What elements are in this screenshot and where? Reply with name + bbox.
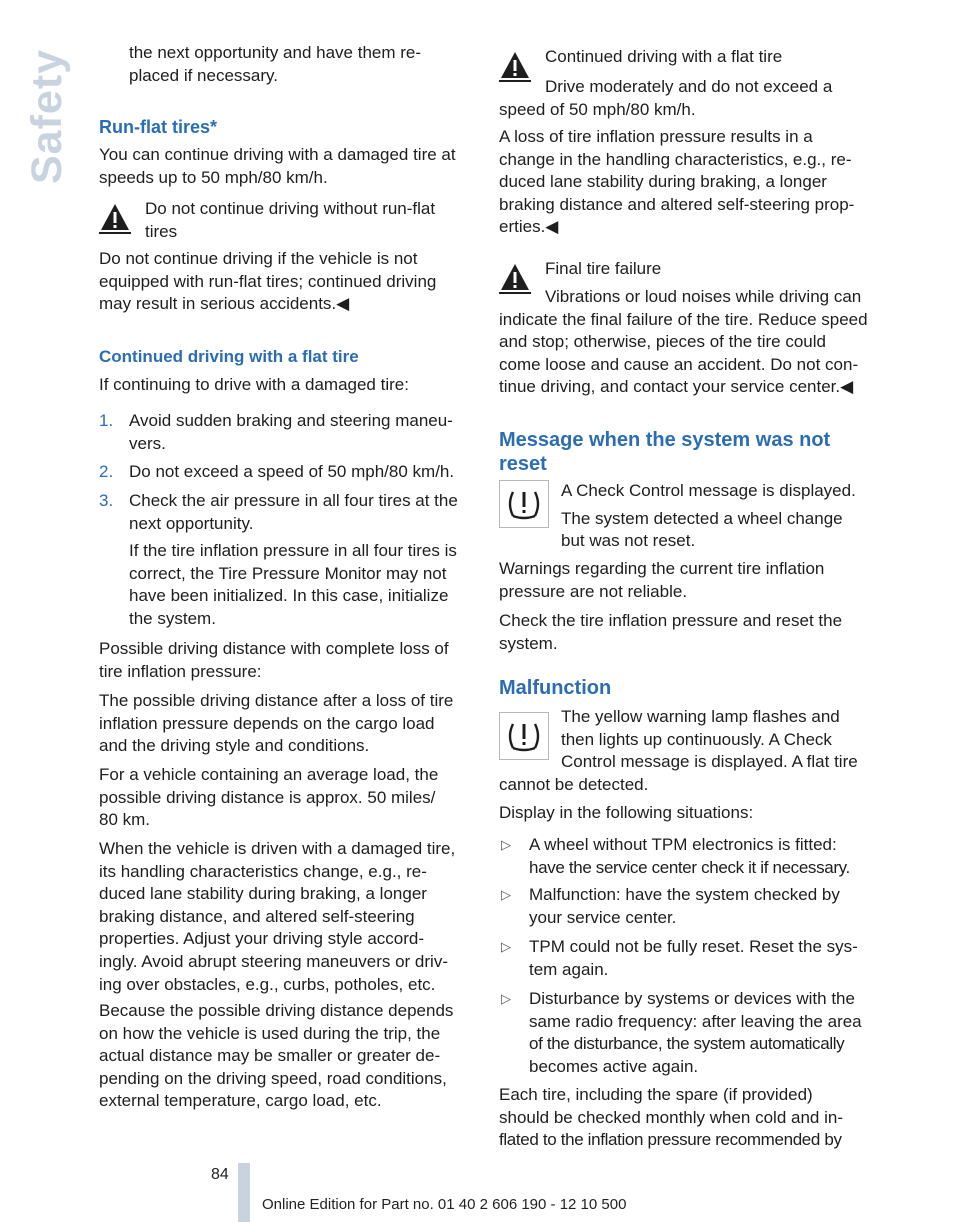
paragraph: Warnings regarding the current tire inflation pressure are not reliable. xyxy=(499,559,825,601)
list-item-detail: If the tire inflation pressure in all four tires is correct, the Tire Pressure Monitor may not have been initialized. In this case, initialize the system. xyxy=(129,541,457,628)
warning-body: Drive moderately and do not exceed a speed of 50 mph/80 km/h. xyxy=(499,77,833,119)
warning-title: Do not continue driving without run-flat tires xyxy=(145,199,436,241)
paragraph: A loss of tire inflation pressure results in a change in the handling characteristics, e.g., re- duced lane stability during braking, a longer braking distance and altered self-steering prop- erties.◀ xyxy=(499,127,855,237)
paragraph: Display in the following situations: xyxy=(499,803,754,822)
paragraph: Possible driving distance with complete loss of tire inflation pressure: xyxy=(99,639,449,681)
warning-body: Vibrations or loud noises while driving can indicate the final failure of the tire. Reduce speed and stop; otherwise, pieces of the tire could come loose and cause an accident. Do not con- tinue driving, and contact your service center.◀ xyxy=(499,287,868,397)
message-body: A Check Control message is displayed. The system detected a wheel change but was not reset. xyxy=(561,481,856,551)
paragraph: Check the tire inflation pressure and reset the system. xyxy=(499,611,843,653)
warning-triangle-icon xyxy=(99,202,131,234)
paragraph: The possible driving distance after a loss of tire inflation pressure depends on the cargo load and the driving style and conditions. xyxy=(99,691,454,756)
heading-run-flat-tires: Run-flat tires* xyxy=(99,117,218,137)
bullet-icon: ▷ xyxy=(501,939,511,954)
bullet-icon: ▷ xyxy=(501,837,511,852)
paragraph: Because the possible driving distance depends on how the vehicle is used during the trip, the actual distance may be smaller or greater de- pending on the driving speed, road conditions, external temperature, cargo load, etc. xyxy=(99,1001,454,1111)
paragraph: You can continue driving with a damaged tire at speeds up to 50 mph/80 km/h. xyxy=(99,145,456,187)
footer-divider xyxy=(238,1163,250,1222)
side-section-title: Safety xyxy=(23,48,71,184)
warning-title: Continued driving with a flat tire xyxy=(545,47,783,66)
bullet-icon: ▷ xyxy=(501,887,511,902)
paragraph: For a vehicle containing an average load, the possible driving distance is approx. 50 miles/ 80 km. xyxy=(99,765,439,830)
heading-message-not-reset: Message when the system was not reset xyxy=(499,429,831,475)
warning-body: Do not continue driving if the vehicle is not equipped with run-flat tires; continued driving may result in serious accidents.◀ xyxy=(99,249,437,314)
footer-edition-text: Online Edition for Part no. 01 40 2 606 190 - 12 10 500 xyxy=(262,1196,627,1213)
warning-title: Final tire failure xyxy=(545,259,662,278)
heading-continued-driving: Continued driving with a flat tire xyxy=(99,347,359,366)
paragraph: If continuing to drive with a damaged tire: xyxy=(99,375,409,394)
paragraph: Each tire, including the spare (if provided) should be checked monthly when cold and in- flated to the inflation pressure recommended by xyxy=(499,1085,843,1150)
paragraph: When the vehicle is driven with a damaged tire, its handling characteristics change, e.g., re- duced lane stability during braking, a longer braking distance, and altered self-steering properties. Adjust your driving style accord- ingly. Avoid abrupt steering maneuvers or driv- ing over obstacles, e.g., curbs, potholes, etc. xyxy=(99,839,456,994)
page-number: 84 xyxy=(211,1166,229,1183)
tpm-warning-icon xyxy=(499,480,549,528)
malfunction-body: The yellow warning lamp flashes and then lights up continuously. A Check Control message is displayed. A flat tire cannot be detected. xyxy=(499,707,858,794)
paragraph: the next opportunity and have them re- placed if necessary. xyxy=(129,43,422,85)
bullet-icon: ▷ xyxy=(501,991,511,1006)
heading-malfunction: Malfunction xyxy=(499,677,612,699)
